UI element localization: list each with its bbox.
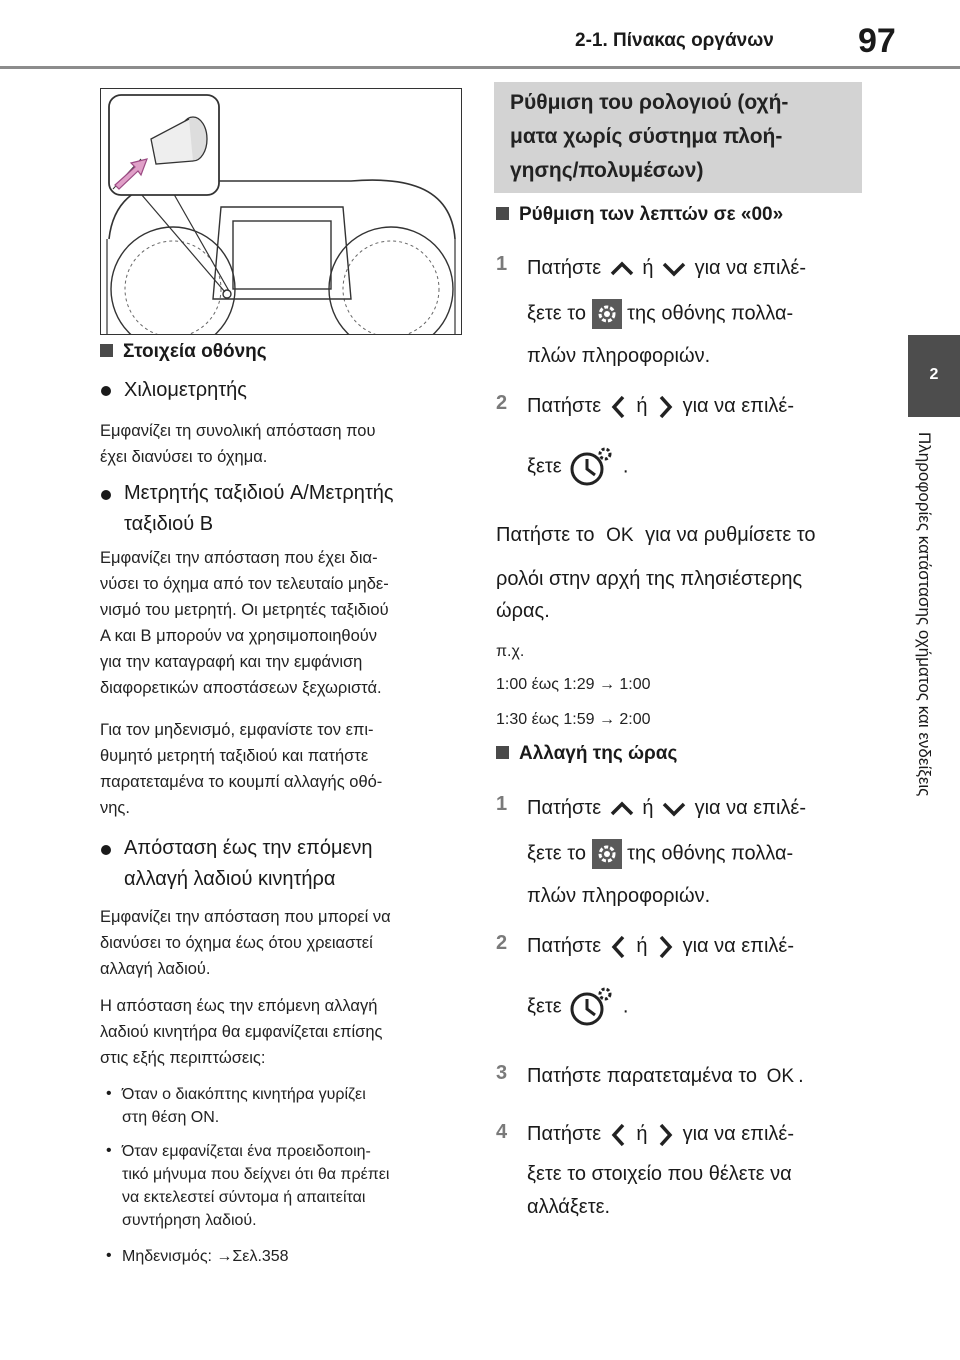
square-bullet-icon bbox=[496, 207, 509, 220]
oil-change-title: Απόσταση έως την επόμενη αλλαγή λαδιού κινητήρα bbox=[124, 837, 373, 890]
chevron-right-icon bbox=[653, 934, 677, 960]
cluster-drawing bbox=[101, 89, 461, 334]
chevron-down-icon bbox=[659, 799, 689, 819]
chevron-right-icon bbox=[653, 1122, 677, 1148]
instrument-cluster-illustration bbox=[100, 88, 462, 335]
chapter-number: 2 bbox=[929, 366, 939, 383]
minutes-title: Ρύθμιση των λεπτών σε «00» bbox=[519, 204, 784, 225]
ok-button-glyph: OK bbox=[766, 1066, 795, 1087]
oil-change-note: Η απόσταση έως την επόμενη αλλαγή λαδιού κινητήρα θα εμφανίζεται επίσης στις εξής περιπτώσεις: bbox=[100, 997, 383, 1067]
section-heading-minutes bbox=[496, 204, 783, 226]
bullet-dot-small-icon: • bbox=[106, 1247, 112, 1264]
reset-reference-link[interactable]: Μηδενισμός: →Σελ.358 bbox=[122, 1248, 289, 1265]
chevron-left-icon bbox=[607, 394, 631, 420]
step1-line3: πλών πληροφοριών. bbox=[527, 345, 711, 367]
section-heading-change-time bbox=[496, 743, 677, 765]
step1-line1: Πατήστε ή για να επιλέ- bbox=[527, 257, 806, 279]
bullet-dot-icon bbox=[101, 386, 111, 396]
set-clock-text-3: ώρας. bbox=[496, 600, 550, 622]
trip-meter-title: Μετρητής ταξιδιού A/Μετρητής ταξιδιού B bbox=[124, 482, 394, 535]
example-2: 1:30 έως 1:59 → 2:00 bbox=[496, 711, 651, 728]
bullet-dot-icon bbox=[101, 490, 111, 500]
step-number: 3 bbox=[496, 1062, 508, 1084]
step1b-line3: πλών πληροφοριών. bbox=[527, 885, 711, 907]
oil-case-2: Όταν εμφανίζεται ένα προειδοποιη- τικό μήνυμα που δείχνει ότι θα πρέπει να εκτελεστεί σύντομα ή απαιτείται συντήρηση λαδιού. bbox=[122, 1143, 390, 1229]
chevron-left-icon bbox=[607, 934, 631, 960]
example-label: π.χ. bbox=[496, 643, 525, 660]
clock-setting-heading: Ρύθμιση του ρολογιού (οχή- ματα χωρίς σύστημα πλοή- γησης/πολυμέσων) bbox=[510, 91, 789, 182]
step4-line2: ξετε το στοιχείο που θέλετε να bbox=[527, 1163, 792, 1185]
step3-line1: Πατήστε παρατεταμένα το OK . bbox=[527, 1065, 804, 1087]
oil-case-1: Όταν ο διακόπτης κινητήρα γυρίζει στη θέση ON. bbox=[122, 1086, 366, 1126]
chapter-label: Πληροφορίες κατάστασης οχήματος και ενδείξεις bbox=[915, 432, 934, 797]
step-number: 2 bbox=[496, 392, 508, 414]
section-header: 2-1. Πίνακας οργάνων bbox=[575, 30, 774, 51]
header-divider bbox=[0, 66, 960, 69]
bullet-dot-icon bbox=[101, 845, 111, 855]
step2-line2: ξετε . bbox=[527, 445, 628, 489]
settings-gear-icon bbox=[592, 839, 622, 869]
odometer-title: Χιλιομετρητής bbox=[124, 379, 247, 401]
section-title: Στοιχεία οθόνης bbox=[123, 341, 267, 362]
trip-meter-reset-text: Για τον μηδενισμό, εμφανίστε τον επι- θυμητό μετρητή ταξιδιού και πατήστε παρατεταμένα το κουμπί αλλαγής οθό- νης. bbox=[100, 721, 383, 817]
chevron-left-icon bbox=[607, 1122, 631, 1148]
step2b-line2: ξετε . bbox=[527, 985, 628, 1029]
example-1: 1:00 έως 1:29 → 1:00 bbox=[496, 676, 651, 693]
set-clock-text-2: ρολόι στην αρχή της πλησιέστερης bbox=[496, 568, 803, 590]
step4-line3: αλλάξετε. bbox=[527, 1196, 611, 1218]
chevron-down-icon bbox=[659, 259, 689, 279]
section-heading-display-items bbox=[100, 341, 267, 363]
step-number: 1 bbox=[496, 253, 508, 275]
set-clock-text-1: Πατήστε το OK για να ρυθμίσετε το bbox=[496, 524, 816, 546]
step1b-line2: ξετε το της οθόνης πολλα- bbox=[527, 839, 793, 869]
bullet-dot-small-icon: • bbox=[106, 1142, 112, 1159]
step1-line2: ξετε το της οθόνης πολλα- bbox=[527, 299, 793, 329]
step1b-line1: Πατήστε ή για να επιλέ- bbox=[527, 797, 806, 819]
page-number: 97 bbox=[858, 22, 896, 60]
step2b-line1: Πατήστε ή για να επιλέ- bbox=[527, 932, 794, 960]
chevron-right-icon bbox=[653, 394, 677, 420]
step4-line1: Πατήστε ή για να επιλέ- bbox=[527, 1120, 794, 1148]
step-number: 1 bbox=[496, 793, 508, 815]
odometer-description: Εμφανίζει τη συνολική απόσταση που έχει διανύσει το όχημα. bbox=[100, 422, 376, 466]
step-number: 4 bbox=[496, 1121, 508, 1143]
square-bullet-icon bbox=[100, 344, 113, 357]
step2-line1: Πατήστε ή για να επιλέ- bbox=[527, 392, 794, 420]
clock-settings-icon bbox=[567, 445, 617, 489]
chevron-up-icon bbox=[607, 259, 637, 279]
ok-button-glyph: OK bbox=[606, 525, 634, 546]
change-time-title: Αλλαγή της ώρας bbox=[519, 743, 678, 764]
square-bullet-icon bbox=[496, 746, 509, 759]
chevron-up-icon bbox=[607, 799, 637, 819]
step-number: 2 bbox=[496, 932, 508, 954]
clock-settings-icon bbox=[567, 985, 617, 1029]
settings-gear-icon bbox=[592, 299, 622, 329]
oil-change-description: Εμφανίζει την απόσταση που μπορεί να διανύσει το όχημα έως ότου χρειαστεί αλλαγή λαδιού. bbox=[100, 908, 391, 978]
trip-meter-description: Εμφανίζει την απόσταση που έχει δια- νύσει το όχημα από τον τελευταίο μηδε- νισμό του μετρητή. Οι μετρητές ταξιδιού A και B μπορούν να χρησιμοποιηθούν για την καταγραφή και την εμφάνιση διαφορετικών αποστάσεων ξεχωριστά. bbox=[100, 549, 389, 697]
bullet-dot-small-icon: • bbox=[106, 1085, 112, 1102]
